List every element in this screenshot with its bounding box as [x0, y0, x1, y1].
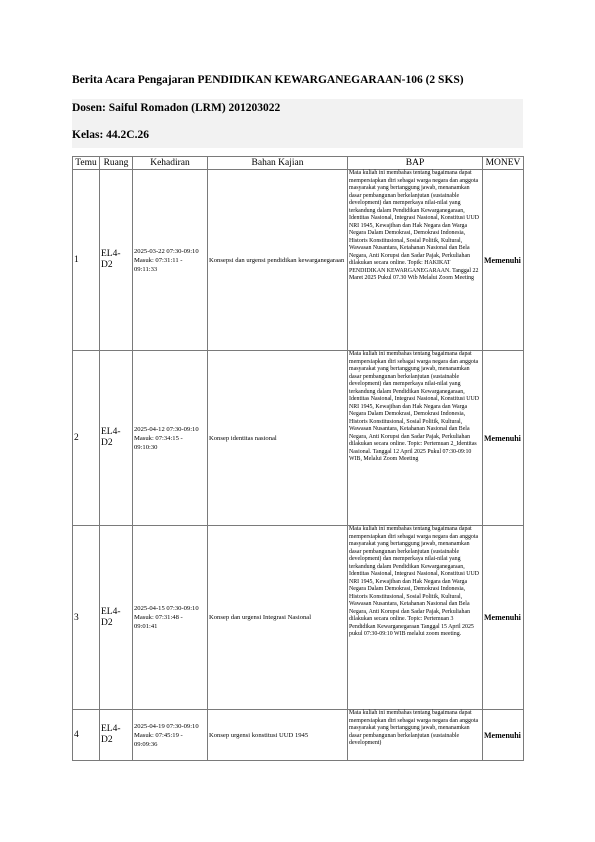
document-title [72, 73, 523, 87]
bap-cell: Mata kuliah ini membahas tentang bagaimana dapat mempersiapkan diri sebagai warga negara dan anggota masyarakat yang bertanggung jawab, menanamkan dasar pembangunan berkelanjutan (sustainable development) dan memperkaya nilai-nilai yang terkandung dalam Pendidikan Kewarganegaraan, Identitas Nasional, Integrasi Nasional, Konstitusi UUD NRI 1945, Kewajiban dan Hak Negara dan Warga Negara Dalam Demokrasi, Demokrasi Indonesia, Historis Konstitusional, Sosial Politik, Kultural, Wawasan Nusantara, Ketahanan Nasional dan Bela Negara, Anti Korupsi dan Sadar Pajak, Perkuliahan dilakukan secara online. Topik: HAKIKAT PENDIDIKAN KEWARGANEGARAAN. Tanggal 22 Maret 2025 Pukul 07.30 Wib Melalui Zoom Meeting [348, 170, 483, 351]
masuk-text: Masuk: 07:31:48 - 09:01:41 [134, 614, 183, 630]
bahan-kajian-cell: Konsepsi dan urgensi pendidikan kewarganegaraan [208, 170, 348, 351]
course-name: PENDIDIKAN KEWARGANEGARAAN-106 (2 SKS) [197, 74, 464, 86]
kehadiran-cell [133, 170, 208, 351]
col-header-bap: BAP [348, 157, 483, 170]
col-header-bahan-kajian: Bahan Kajian [208, 157, 348, 170]
table-row [73, 170, 524, 351]
ruang-cell: EL4-D2 [100, 351, 133, 526]
col-header-kehadiran: Kehadiran [133, 157, 208, 170]
monev-cell: Memenuhi [483, 526, 524, 710]
title-prefix: Berita Acara Pengajaran [72, 74, 198, 86]
col-header-temu: Temu [73, 157, 100, 170]
jadwal-text: 2025-04-12 07:30-09:10 [134, 425, 199, 433]
bap-table [72, 156, 524, 761]
col-header-monev: MONEV [483, 157, 524, 170]
temu-cell: 4 [73, 710, 100, 761]
bap-cell: Mata kuliah ini membahas tentang bagaimana dapat mempersiapkan diri sebagai warga negara dan anggota masyarakat yang bertanggung jawab, menanamkan dasar pembangunan berkelanjutan (sustainable development) dan memperkaya nilai-nilai yang terkandung dalam Pendidikan Kewarganegaraan, Identitas Nasional, Integrasi Nasional, Konstitusi UUD NRI 1945, Kewajiban dan Hak Negara dan Warga Negara Dalam Demokrasi, Demokrasi Indonesia, Historis Konstitusional, Sosial Politik, Kultural, Wawasan Nusantara, Ketahanan Nasional dan Bela Negara, Anti Korupsi dan Sadar Pajak, Perkuliahan dilakukan secara online. Topic: Pertemuan 2_Identitas Nasional. Tanggal 12 April 2025 Pukul 07:30-09:10 WIB, Melalui Zoom Meeting [348, 351, 483, 526]
dosen-line: Dosen: Saiful Romadon (LRM) 201203022 [72, 99, 523, 121]
masuk-text: Masuk: 07:31:11 - 09:11:33 [134, 256, 183, 273]
temu-cell: 1 [73, 170, 100, 351]
bap-cell: Mata kuliah ini membahas tentang bagaimana dapat mempersiapkan diri sebagai warga negara dan anggota masyarakat yang bertanggung jawab, menanamkan dasar pembangunan berkelanjutan (sustainable development) dan memperkaya nilai-nilai yang terkandung dalam Pendidikan Kewarganegaraan, Identitas Nasional, Integrasi Nasional, Konstitusi UUD NRI 1945, Kewajiban dan Hak Negara dan Warga Negara Dalam Demokrasi, Demokrasi Indonesia, Historis Konstitusional, Sosial Politik, Kultural, Wawasan Nusantara, Ketahanan Nasional dan Bela Negara, Anti Korupsi dan Sadar Pajak, Perkuliahan dilakukan secara online. Topic: Pertemuan 3 Pendidikan Kewarganegaraan Tanggal 15 April 2025 pukul 07:30-09:10 WIB melalui zoom meeting. [348, 526, 483, 710]
kelas-line: Kelas: 44.2C.26 [72, 121, 523, 148]
monev-cell: Memenuhi [483, 351, 524, 526]
bahan-kajian-cell: Konsep dan urgensi Integrasi Nasional [208, 526, 348, 710]
monev-cell: Memenuhi [483, 170, 524, 351]
bahan-kajian-cell: Konsep urgensi konstitusi UUD 1945 [208, 710, 348, 761]
masuk-text: Masuk: 07:45:19 - 09:09:36 [134, 731, 183, 748]
ruang-cell: EL4-D2 [100, 526, 133, 710]
kehadiran-cell [133, 710, 208, 761]
masuk-text: Masuk: 07:34:15 - 09:10:30 [134, 434, 183, 451]
table-row [73, 526, 524, 710]
table-row [73, 351, 524, 526]
temu-cell: 3 [73, 526, 100, 710]
temu-cell: 2 [73, 351, 100, 526]
bahan-kajian-cell: Konsep identitas nasional [208, 351, 348, 526]
jadwal-text: 2025-04-15 07:30-09:10 [134, 605, 199, 612]
col-header-ruang: Ruang [100, 157, 133, 170]
monev-cell: Memenuhi [483, 710, 524, 761]
ruang-cell: EL4-D2 [100, 710, 133, 761]
bap-cell: Mata kuliah ini membahas tentang bagaimana dapat mempersiapkan diri sebagai warga negara dan anggota masyarakat yang bertanggung jawab, menanamkan dasar pembangunan berkelanjutan (sustainable development) [348, 710, 483, 761]
table-row [73, 710, 524, 761]
kehadiran-cell [133, 526, 208, 710]
jadwal-text: 2025-03-22 07:30-09:10 [134, 247, 199, 255]
kehadiran-cell [133, 351, 208, 526]
jadwal-text: 2025-04-19 07:30-09:10 [134, 722, 199, 730]
ruang-cell: EL4-D2 [100, 170, 133, 351]
table-header-row [73, 157, 524, 170]
